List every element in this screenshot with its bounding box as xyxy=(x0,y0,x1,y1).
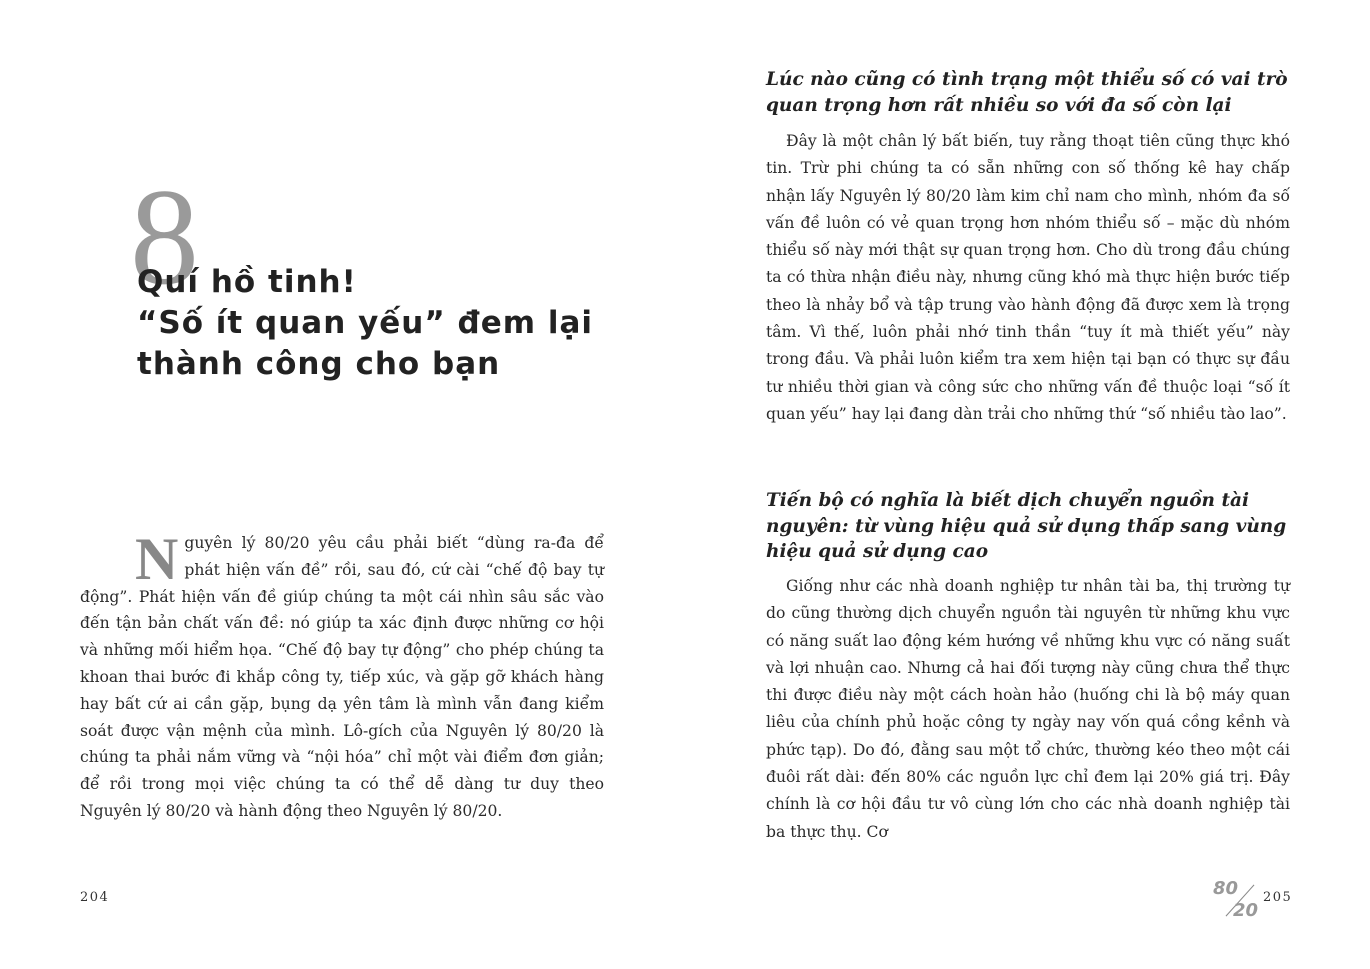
chapter-number: 8 xyxy=(130,160,199,313)
heading-line: Lúc nào cũng có tình trạng một thiểu số có vai trò xyxy=(766,69,1288,90)
logo-bottom-number: 20 xyxy=(1233,900,1259,921)
chapter-title xyxy=(137,262,593,385)
body-paragraph-2: Giống như các nhà doanh nghiệp tư nhân tài ba, thị trường tự do cũng thường dịch chuyển nguồn tài nguyên từ những khu vực có năng suất lao động kém hướng về những khu vực có năng suất và lợi nhuận cao. Nhưng cả hai đối tượng này cũng chưa thể thực thi được điều này một cách hoàn hảo (huống chi là bộ máy quan liêu của chính phủ hoặc công ty ngày nay vốn quá cồng kềnh và phức tạp). Do đó, đằng sau một tổ chức, thường kéo theo một cái đuôi rất dài: đến 80% các nguồn lực chỉ đem lại 20% giá trị. Đây chính là cơ hội đầu tư vô cùng lớn cho các nhà doanh nghiệp tài ba thực thụ. Cơ xyxy=(766,577,1290,841)
heading-line: hiệu quả sử dụng cao xyxy=(766,541,989,562)
heading-line: nguyên: từ vùng hiệu quả sử dụng thấp sang vùng xyxy=(766,515,1287,537)
intro-text: guyên lý 80/20 yêu cầu phải biết “dùng ra-đa để phát hiện vấn đề” rồi, sau đó, cứ cài “chế độ bay tự động”. Phát hiện vấn đề giúp chúng ta một cái nhìn sâu sắc vào đến tận bản chất vấn đề: nó giúp ta xác định được những cơ hội và những mối hiểm họa. “Chế độ bay tự động” cho phép chúng ta khoan thai bước đi khắp công ty, tiếp xúc, và gặp gỡ khách hàng hay bất cứ ai cần gặp, bụng dạ yên tâm là mình vẫn đang kiểm soát được vận mệnh của mình. Lô-gích của Nguyên lý 80/20 là chúng ta phải nắm vững và “nội hóa” chỉ một vài điểm đơn giản; để rồi trong mọi việc chúng ta có thể dễ dàng tư duy theo Nguyên lý 80/20 và hành động theo Nguyên lý 80/20. xyxy=(80,534,604,820)
heading-line: quan trọng hơn rất nhiều so với đa số còn lại xyxy=(766,94,1232,116)
page-number-right: 205 xyxy=(1263,890,1293,905)
drop-cap: N xyxy=(135,526,179,592)
chapter-title-line: “Số ít quan yếu” đem lại xyxy=(137,305,594,341)
body-paragraph-1: Đây là một chân lý bất biến, tuy rằng thoạt tiên cũng thực khó tin. Trừ phi chúng ta có sẵn những con số thống kê hay chấp nhận lấy Nguyên lý 80/20 làm kim chỉ nam cho mình, nhóm đa số vấn đề luôn có vẻ quan trọng hơn nhóm thiểu số – mặc dù nhóm thiểu số này mới thật sự quan trọng hơn. Cho dù trong đầu chúng ta có thừa nhận điều này, nhưng cũng khó mà thực hiện bước tiếp theo là nhảy bổ và tập trung vào hành động đã được xem là trọng tâm. Vì thế, luôn phải nhớ tinh thần “tuy ít mà thiết yếu” này trong đầu. Và phải luôn kiểm tra xem hiện tại bạn có thực sự đầu tư nhiều thời gian và công sức cho những vấn đề thuộc loại “số ít quan yếu” hay lại đang dàn trải cho những thứ “số nhiều tào lao”. xyxy=(766,132,1290,423)
chapter-title-line: Quí hồ tinh! xyxy=(137,264,357,300)
section-heading-2 xyxy=(766,488,1290,565)
section-heading-1 xyxy=(766,67,1290,118)
right-page xyxy=(685,0,1370,969)
page-number-left: 204 xyxy=(80,890,110,905)
chapter-title-line: thành công cho bạn xyxy=(137,346,501,382)
intro-paragraph xyxy=(80,526,604,825)
book-logo-80-20 xyxy=(1211,878,1267,924)
logo-top-number: 80 xyxy=(1213,878,1239,899)
heading-line: Tiến bộ có nghĩa là biết dịch chuyển nguồn tài xyxy=(766,490,1250,511)
